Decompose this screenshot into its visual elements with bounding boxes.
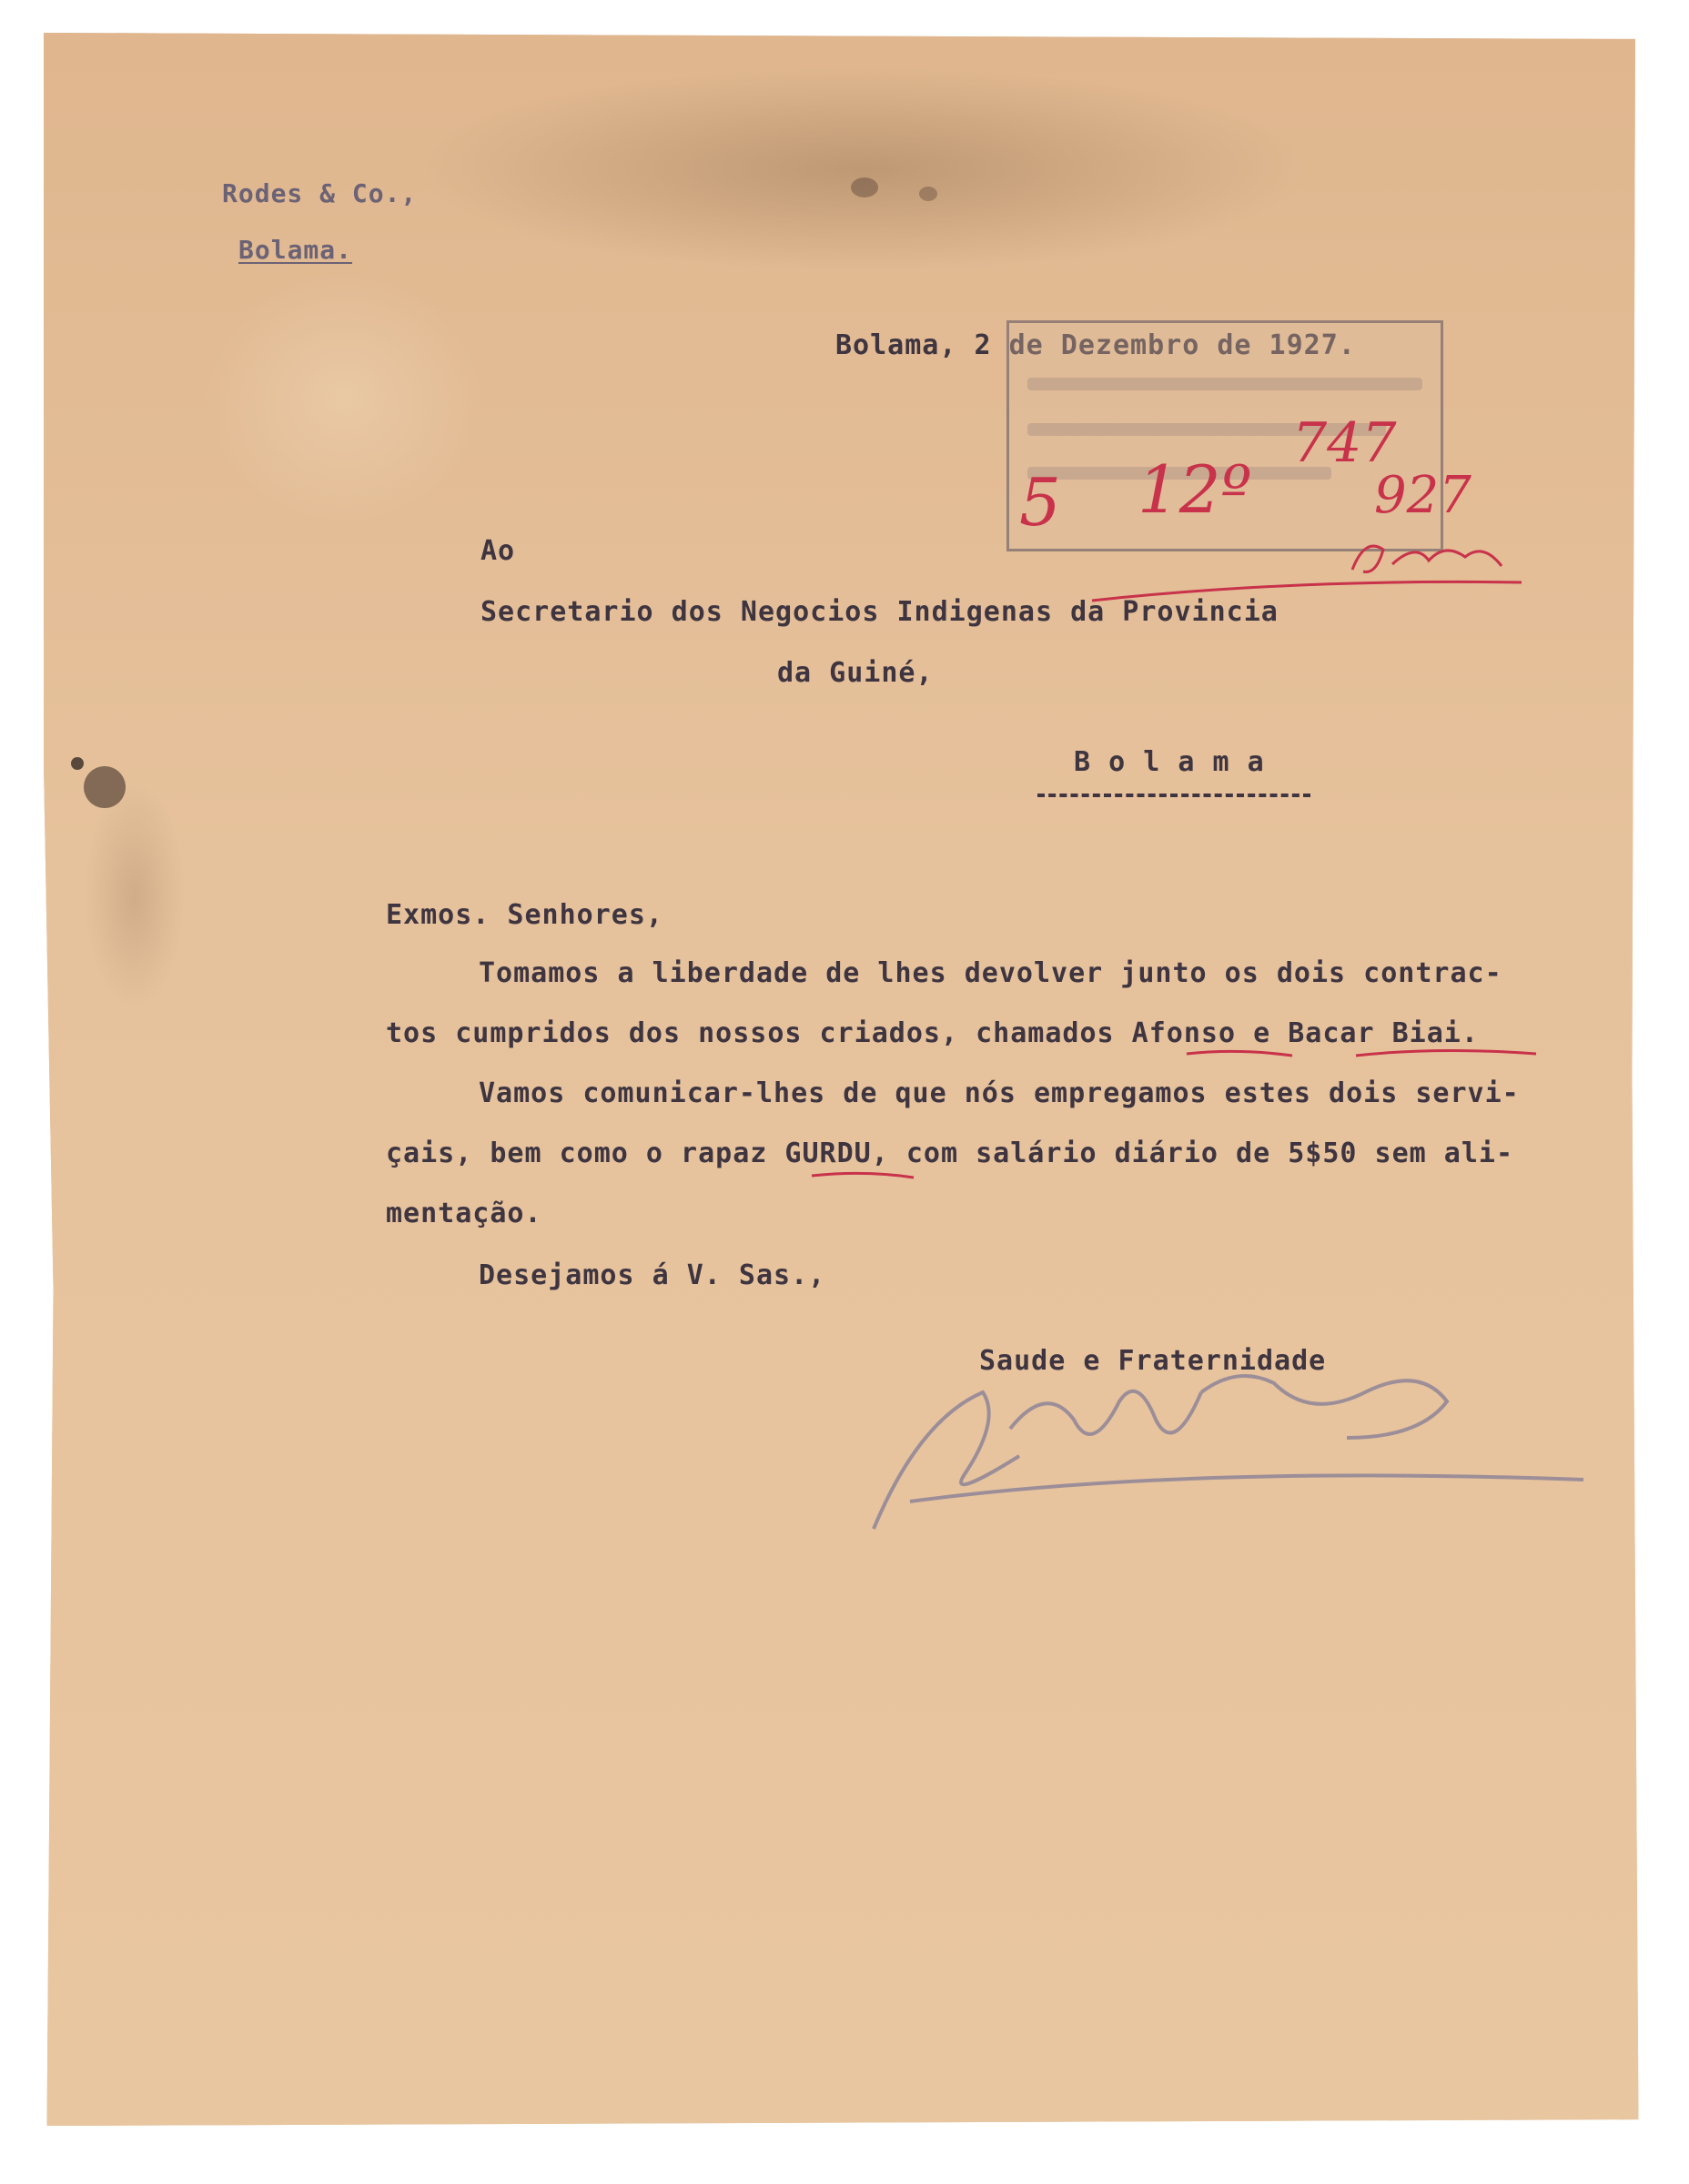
city-underline — [1037, 794, 1310, 797]
body-line-1: Tomamos a liberdade de lhes devolver junto os dois contrac- — [479, 957, 1502, 989]
body-line-3: Vamos comunicar-lhes de que nós empregamos estes dois servi- — [479, 1077, 1520, 1109]
recipient-line-1: Ao — [480, 535, 516, 567]
recipient-line-2: Secretario dos Negocios Indigenas da Provincia — [480, 596, 1279, 628]
recipient-city: B o l a m a — [1074, 746, 1265, 778]
ink-stain — [84, 766, 126, 808]
stamp-year: 927 — [1374, 466, 1472, 525]
date-line: Bolama, 2 de Dezembro de 1927. — [835, 329, 1356, 361]
salutation: Exmos. Senhores, — [386, 899, 663, 931]
ink-stain — [71, 757, 84, 770]
wishes: Desejamos á V. Sas., — [479, 1259, 826, 1291]
body-line-4: çais, bem como o rapaz GURDU, com salário diário de 5$50 sem ali- — [386, 1138, 1513, 1169]
ink-stain — [851, 177, 878, 197]
body-line-2: tos cumpridos dos nossos criados, chamados Afonso e Bacar Biai. — [386, 1017, 1479, 1049]
sender-name: Rodes & Co., — [222, 178, 418, 208]
stamp-month: 12º — [1138, 451, 1252, 528]
stamp-day: 5 — [1019, 464, 1061, 541]
ink-stain — [919, 187, 937, 201]
recipient-line-3: da Guiné, — [777, 657, 934, 689]
stamp-number: 747 — [1292, 411, 1397, 475]
closing: Saude e Fraternidade — [979, 1345, 1327, 1377]
body-line-5: mentação. — [386, 1198, 542, 1229]
sender-place: Bolama. — [238, 235, 353, 265]
